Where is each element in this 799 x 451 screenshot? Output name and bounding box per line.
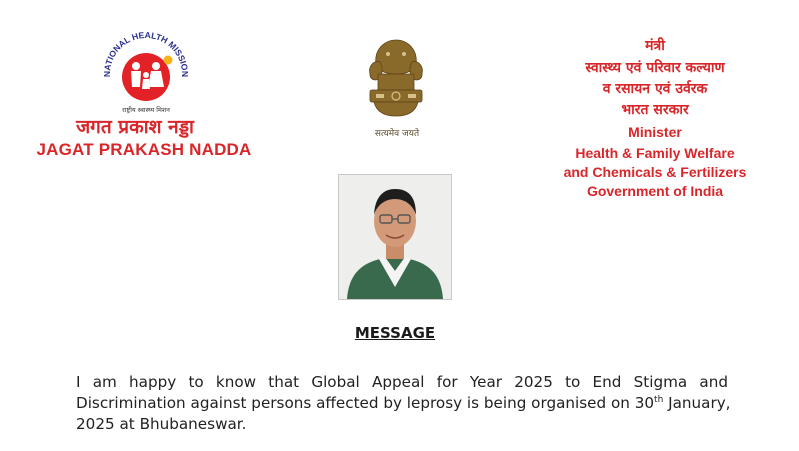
portrait-photo <box>338 174 452 300</box>
national-health-mission-logo <box>96 30 196 116</box>
designation-english-2: Health & Family Welfare <box>575 145 735 161</box>
message-heading: MESSAGE <box>354 324 436 342</box>
message-line-1: I am happy to know that Global Appeal for Year 2025 to End Stigma and <box>76 373 728 391</box>
message-line-2-end: January, <box>663 394 731 412</box>
designation-english-1: Minister <box>628 124 682 140</box>
designation-english-4: Government of India <box>586 183 724 199</box>
date-suffix: th <box>654 394 664 405</box>
person-portrait-icon <box>339 175 451 299</box>
name-hindi: जगत प्रकाश नड्डा <box>76 116 194 138</box>
emblem-motto: सत्यमेव जयते <box>374 129 420 139</box>
message-body <box>76 372 731 435</box>
logo-tagline: राष्ट्रीय स्वास्थ्य मिशन <box>122 106 170 114</box>
message-line-2 <box>76 393 731 414</box>
designation-hindi-4: भारत सरकार <box>621 102 689 118</box>
designation-hindi-1: मंत्री <box>645 38 665 54</box>
national-emblem-icon <box>364 34 428 132</box>
message-line-2-text: Discrimination against persons affected by leprosy is being organised on 30 <box>76 394 655 412</box>
designation-hindi-2: स्वास्थ्य एवं परिवार कल्याण <box>585 60 725 76</box>
designation-hindi-3: व रसायन एवं उर्वरक <box>602 81 708 97</box>
designation-english-3: and Chemicals & Fertilizers <box>563 164 747 180</box>
name-english: JAGAT PRAKASH NADDA <box>36 140 252 159</box>
message-line-3: 2025 at Bhubaneswar. <box>76 415 247 433</box>
logo-ring-text: NATIONAL HEALTH MISSION <box>101 30 191 78</box>
